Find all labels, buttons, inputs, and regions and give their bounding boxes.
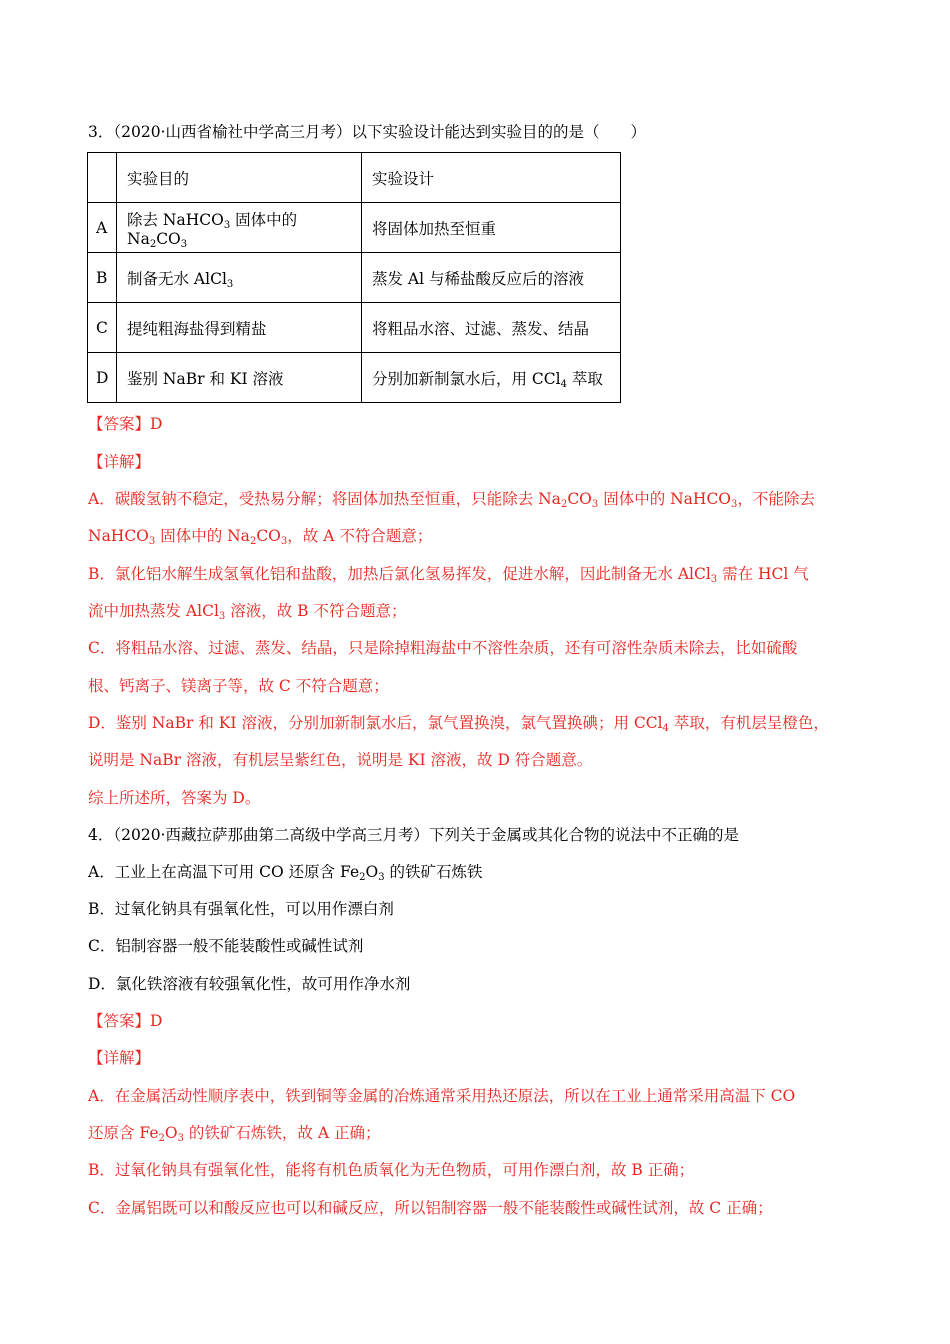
table-header-cell: 实验设计: [362, 153, 621, 203]
table-row: [88, 203, 621, 253]
q4-answer: 【答案】D: [88, 1012, 163, 1030]
row-purpose: 除去 NaHCO$_3$ 固体中的 $Na_2CO_3$: [117, 203, 362, 253]
q4-option: B．过氧化钠具有强氧化性，可以用作漂白剂: [88, 900, 394, 918]
row-label: D: [88, 353, 117, 403]
q3-explanation-line: C．将粗品水溶、过滤、蒸发、结晶，只是除掉粗海盐中不溶性杂质，还有可溶性杂质未除去，比如硫酸: [88, 639, 798, 657]
q4-explanation-line: C．金属铝既可以和酸反应也可以和碱反应，所以铝制容器一般不能装酸性或碱性试剂，故 C 正确；: [88, 1199, 773, 1217]
table-row: [88, 353, 621, 403]
table-header-cell: 实验目的: [117, 153, 362, 203]
q3-explanation-line: 流中加热蒸发 AlCl$_3$ 溶液，故 B 不符合题意；: [88, 602, 407, 622]
row-label: C: [88, 303, 117, 353]
row-design: 将粗品水溶、过滤、蒸发、结晶: [362, 303, 621, 353]
row-design: 将固体加热至恒重: [362, 203, 621, 253]
q3-answer: 【答案】D: [88, 415, 163, 433]
q3-explanation-line: D．鉴别 NaBr 和 KI 溶液，分别加新制氯水后，氯气置换溴，氯气置换碘；用 CCl$_4$ 萃取，有机层呈橙色，: [88, 714, 829, 734]
q3-table: [87, 152, 621, 403]
q3-explanation-line: 根、钙离子、镁离子等，故 C 不符合题意；: [88, 677, 389, 695]
q4-explanation-line: A．在金属活动性顺序表中，铁到铜等金属的冶炼通常采用热还原法，所以在工业上通常采用高温下 CO: [88, 1087, 796, 1105]
row-purpose: 制备无水 AlCl$_3$: [117, 253, 362, 303]
table-row: [88, 253, 621, 303]
q4-stem: 4．（2020·西藏拉萨那曲第二高级中学高三月考）下列关于金属或其化合物的说法中不正确的是: [88, 826, 739, 844]
q3-explanation-line: A．碳酸氢钠不稳定，受热易分解；将固体加热至恒重，只能除去 $Na_2CO_3$ 固体中的 NaHCO$_3$，不能除去: [88, 490, 815, 510]
q4-explanation-line: 还原含 $Fe_2O_3$ 的铁矿石炼铁，故 A 正确；: [88, 1124, 381, 1144]
row-label: A: [88, 203, 117, 253]
row-design: 蒸发 Al 与稀盐酸反应后的溶液: [362, 253, 621, 303]
q4-option: C．铝制容器一般不能装酸性或碱性试剂: [88, 937, 364, 955]
table-header-cell: [88, 153, 117, 203]
q4-option: A．工业上在高温下可用 CO 还原含 $Fe_2O_3$ 的铁矿石炼铁: [88, 863, 483, 883]
row-design: 分别加新制氯水后，用 CCl$_4$ 萃取: [362, 353, 621, 403]
q4-explanation-line: B．过氧化钠具有强氧化性，能将有机色质氧化为无色物质，可用作漂白剂，故 B 正确；: [88, 1161, 695, 1179]
q4-detail-label: 【详解】: [88, 1049, 151, 1067]
q3-explanation-line: 说明是 NaBr 溶液，有机层呈紫红色，说明是 KI 溶液，故 D 符合题意。: [88, 751, 593, 769]
q3-explanation-line: B．氯化铝水解生成氢氧化铝和盐酸，加热后氯化氢易挥发，促进水解，因此制备无水 AlCl$_3$ 需在 HCl 气: [88, 565, 809, 585]
q3-explanation-line: NaHCO$_3$ 固体中的 $Na_2CO_3$，故 A 不符合题意；: [88, 527, 433, 547]
q3-stem: 3．（2020·山西省榆社中学高三月考）以下实验设计能达到实验目的的是（ ）: [88, 123, 646, 141]
table-row: [88, 303, 621, 353]
row-purpose: 鉴别 NaBr 和 KI 溶液: [117, 353, 362, 403]
row-label: B: [88, 253, 117, 303]
q3-conclusion: 综上所述所，答案为 D。: [88, 789, 261, 807]
q3-detail-label: 【详解】: [88, 453, 151, 471]
q4-option: D．氯化铁溶液有较强氧化性，故可用作净水剂: [88, 975, 411, 993]
row-purpose: 提纯粗海盐得到精盐: [117, 303, 362, 353]
table-header-row: [88, 153, 621, 203]
